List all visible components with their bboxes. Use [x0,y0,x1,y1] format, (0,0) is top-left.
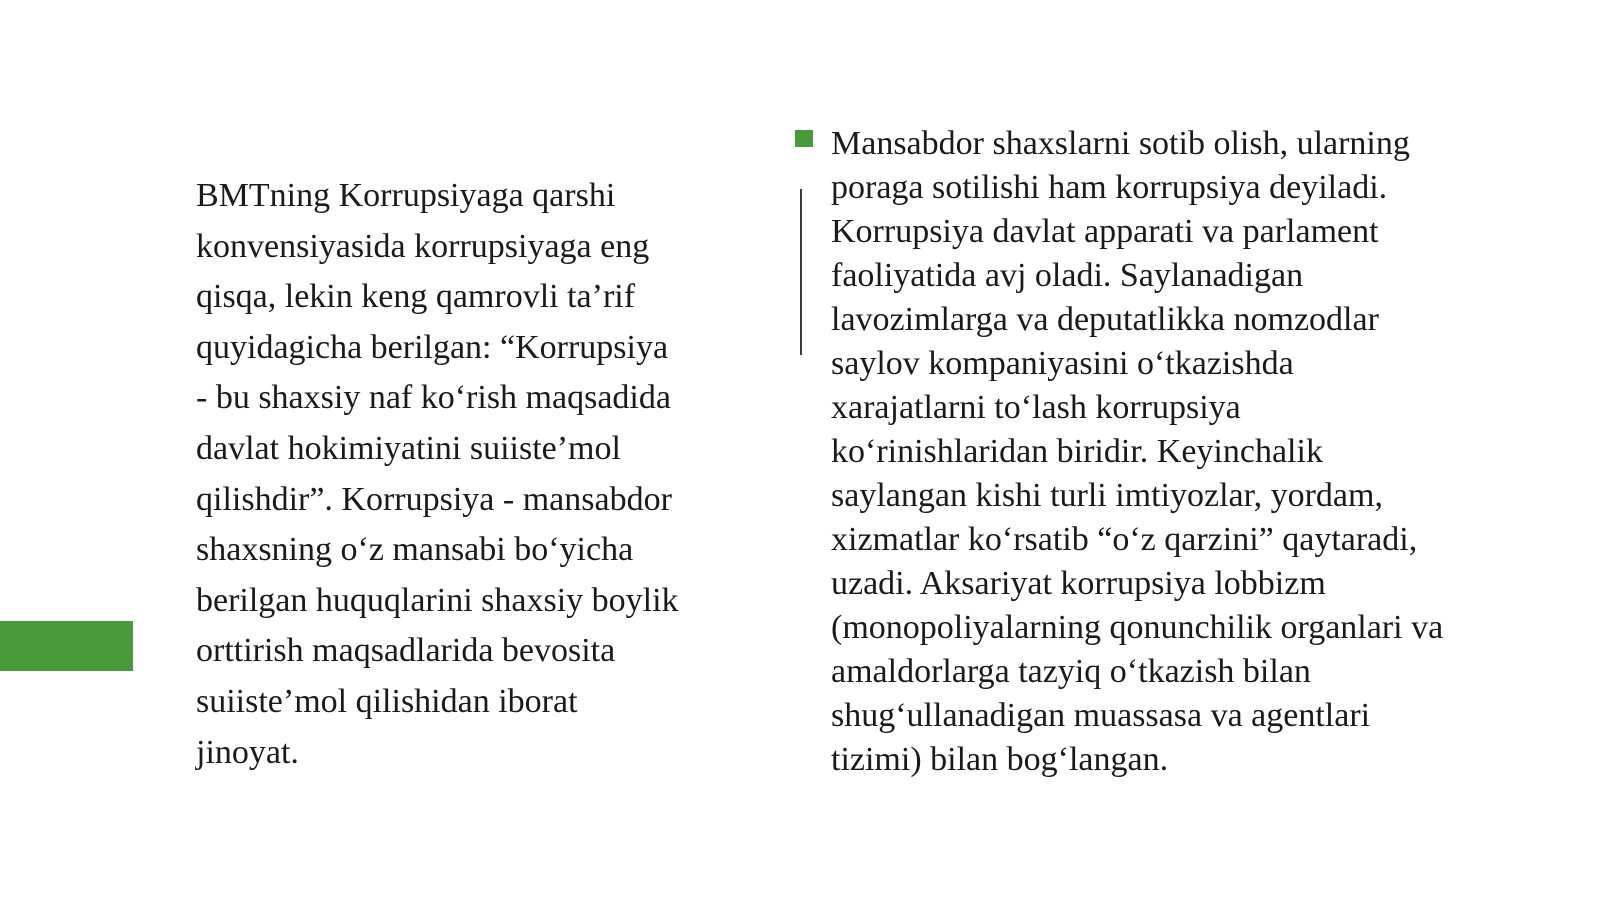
square-bullet-icon [795,130,813,147]
green-accent-bar [0,621,133,671]
vertical-divider [800,189,802,355]
left-paragraph: BMTning Korrupsiyaga qarshi konvensiyasida korrupsiyaga eng qisqa, lekin keng qamrovli ta’rif quyidagicha berilgan: “Korrupsiya - bu shaxsiy naf ko‘rish maqsadida davlat hokimiyatini suiiste’mol qilishdir”. Korrupsiya - mansabdor shaxsning o‘z mansabi bo‘yicha berilgan huquqlarini shaxsiy boylik orttirish maqsadlarida bevosita suiiste’mol qilishidan iborat jinoyat. [196,177,679,771]
right-bullet-paragraph: Mansabdor shaxslarni sotib olish, ularning poraga sotilishi ham korrupsiya deyiladi. Korrupsiya davlat apparati va parlament faoliyatida avj oladi. Saylanadigan lavozimlarga va deputatlikka nomzodlar saylov kompaniyasini o‘tkazishda xarajatlarni to‘lash korrupsiya ko‘rinishlaridan biridir. Keyinchalik saylangan kishi turli imtiyozlar, yordam, xizmatlar ko‘rsatib “o‘z qarzini” qaytaradi, uzadi. Aksariyat korrupsiya lobbizm (monopoliyalarning qonunchilik organlari va amaldorlarga tazyiq o‘tkazish bilan shug‘ullanadigan muassasa va agentlari tizimi) bilan bog‘langan. [831,125,1444,778]
